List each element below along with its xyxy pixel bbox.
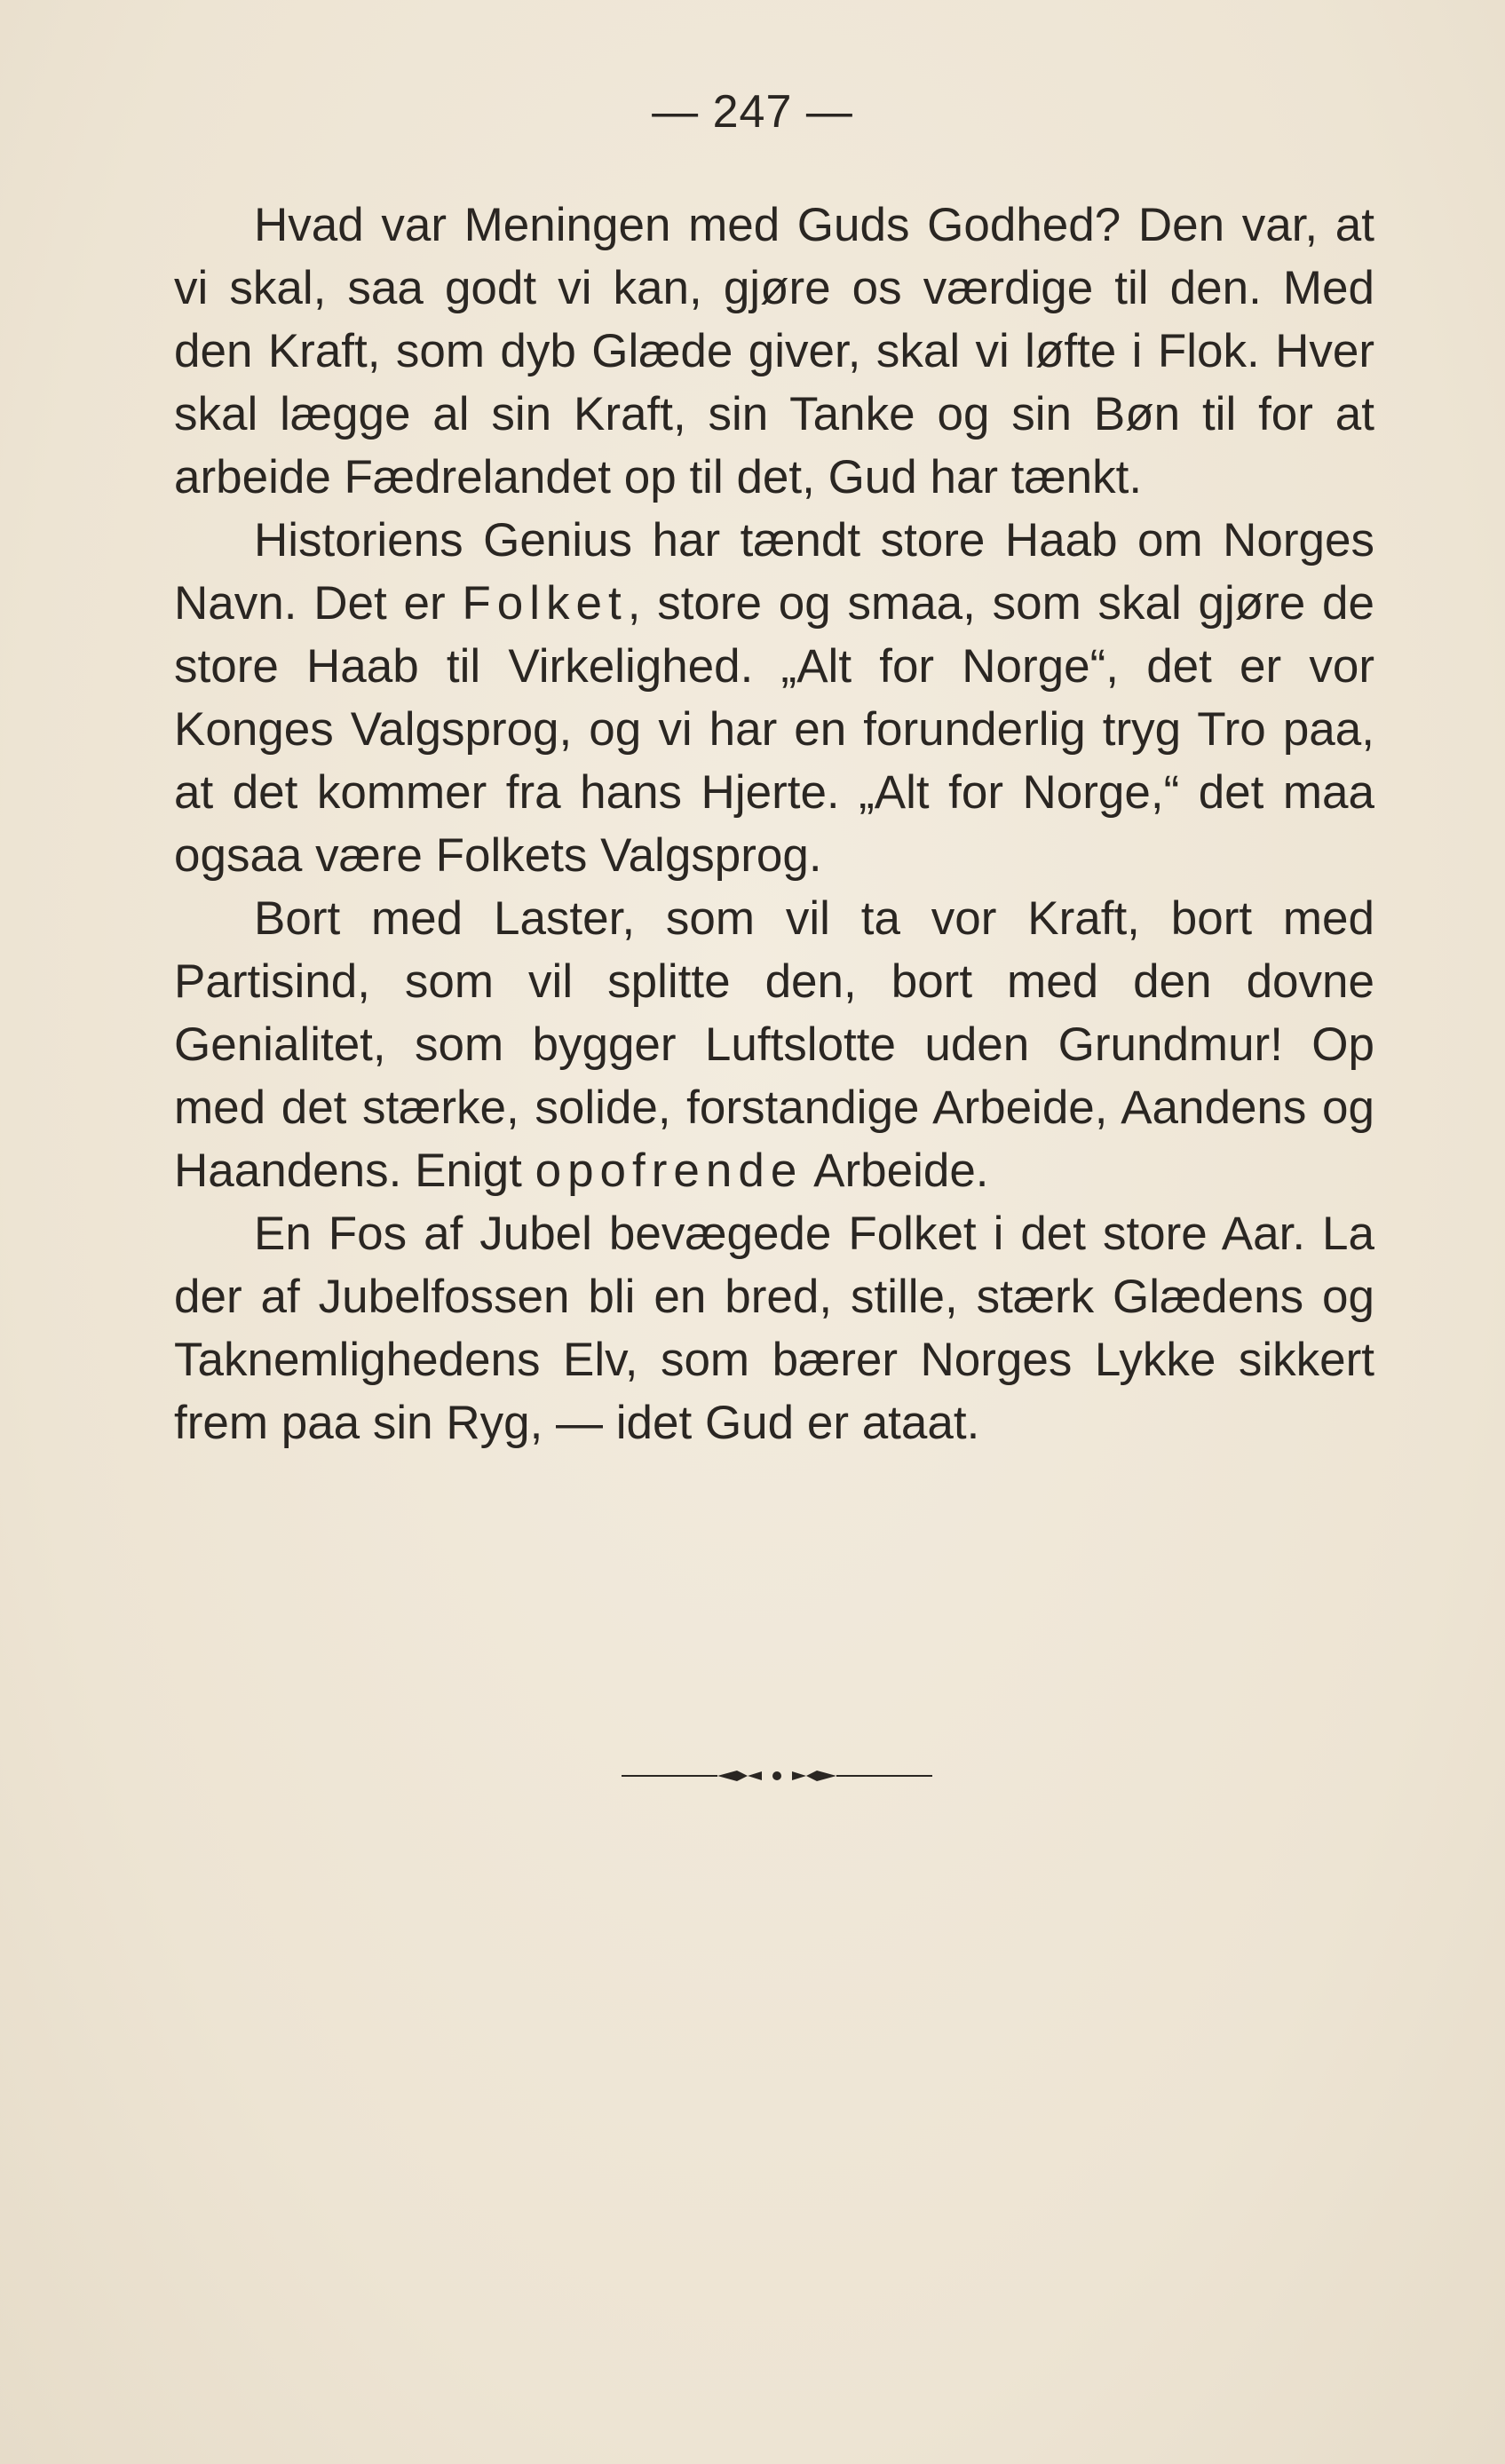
paragraph-4-text: En Fos af Jubel bevægede Folket i det store Aar. La der af Jubelfossen bli en bred, stille, stærk Glædens og Taknemlighedens Elv, som bærer Norges Lykke sikkert frem paa sin Ryg, — idet Gud er ataat. <box>174 1208 1374 1449</box>
paragraph-2-before: Historiens Genius har tændt store Haab om Norges Navn. Det er <box>174 514 1374 630</box>
paragraph-3 <box>174 887 1374 1202</box>
body-text <box>174 194 1374 1454</box>
paragraph-2-spaced-word: Folket <box>462 577 628 630</box>
paragraph-2-after: , store og smaa, som skal gjøre de store Haab til Virkelighed. „Alt for Norge“, det er vor Konges Valgsprog, og vi har en forunderlig tryg Tro paa, at det kommer fra hans Hjerte. „Alt for Norge,“ det maa ogsaa være Folkets Valgsprog. <box>174 577 1374 882</box>
paragraph-2 <box>174 509 1374 887</box>
end-ornament-icon <box>622 1763 932 1789</box>
paragraph-3-after: Arbeide. <box>803 1145 989 1197</box>
paragraph-4 <box>174 1202 1374 1454</box>
paragraph-1-text: Hvad var Meningen med Guds Godhed? Den var, at vi skal, saa godt vi kan, gjøre os værdige til den. Med den Kraft, som dyb Glæde giver, skal vi løfte i Flok. Hver skal lægge al sin Kraft, sin Tanke og sin Bøn til for at arbeide Fædrelandet op til det, Gud har tænkt. <box>174 199 1374 503</box>
paragraph-3-before: Bort med Laster, som vil ta vor Kraft, bort med Partisind, som vil splitte den, bort med den dovne Genialitet, som bygger Luftslotte uden Grundmur! Op med det stærke, solide, forstandige Arbeide, Aandens og Haandens. Enigt <box>174 892 1374 1197</box>
page-number: — 247 — <box>652 86 853 138</box>
paragraph-3-spaced-word: opofrende <box>535 1145 804 1197</box>
paragraph-1 <box>174 194 1374 509</box>
